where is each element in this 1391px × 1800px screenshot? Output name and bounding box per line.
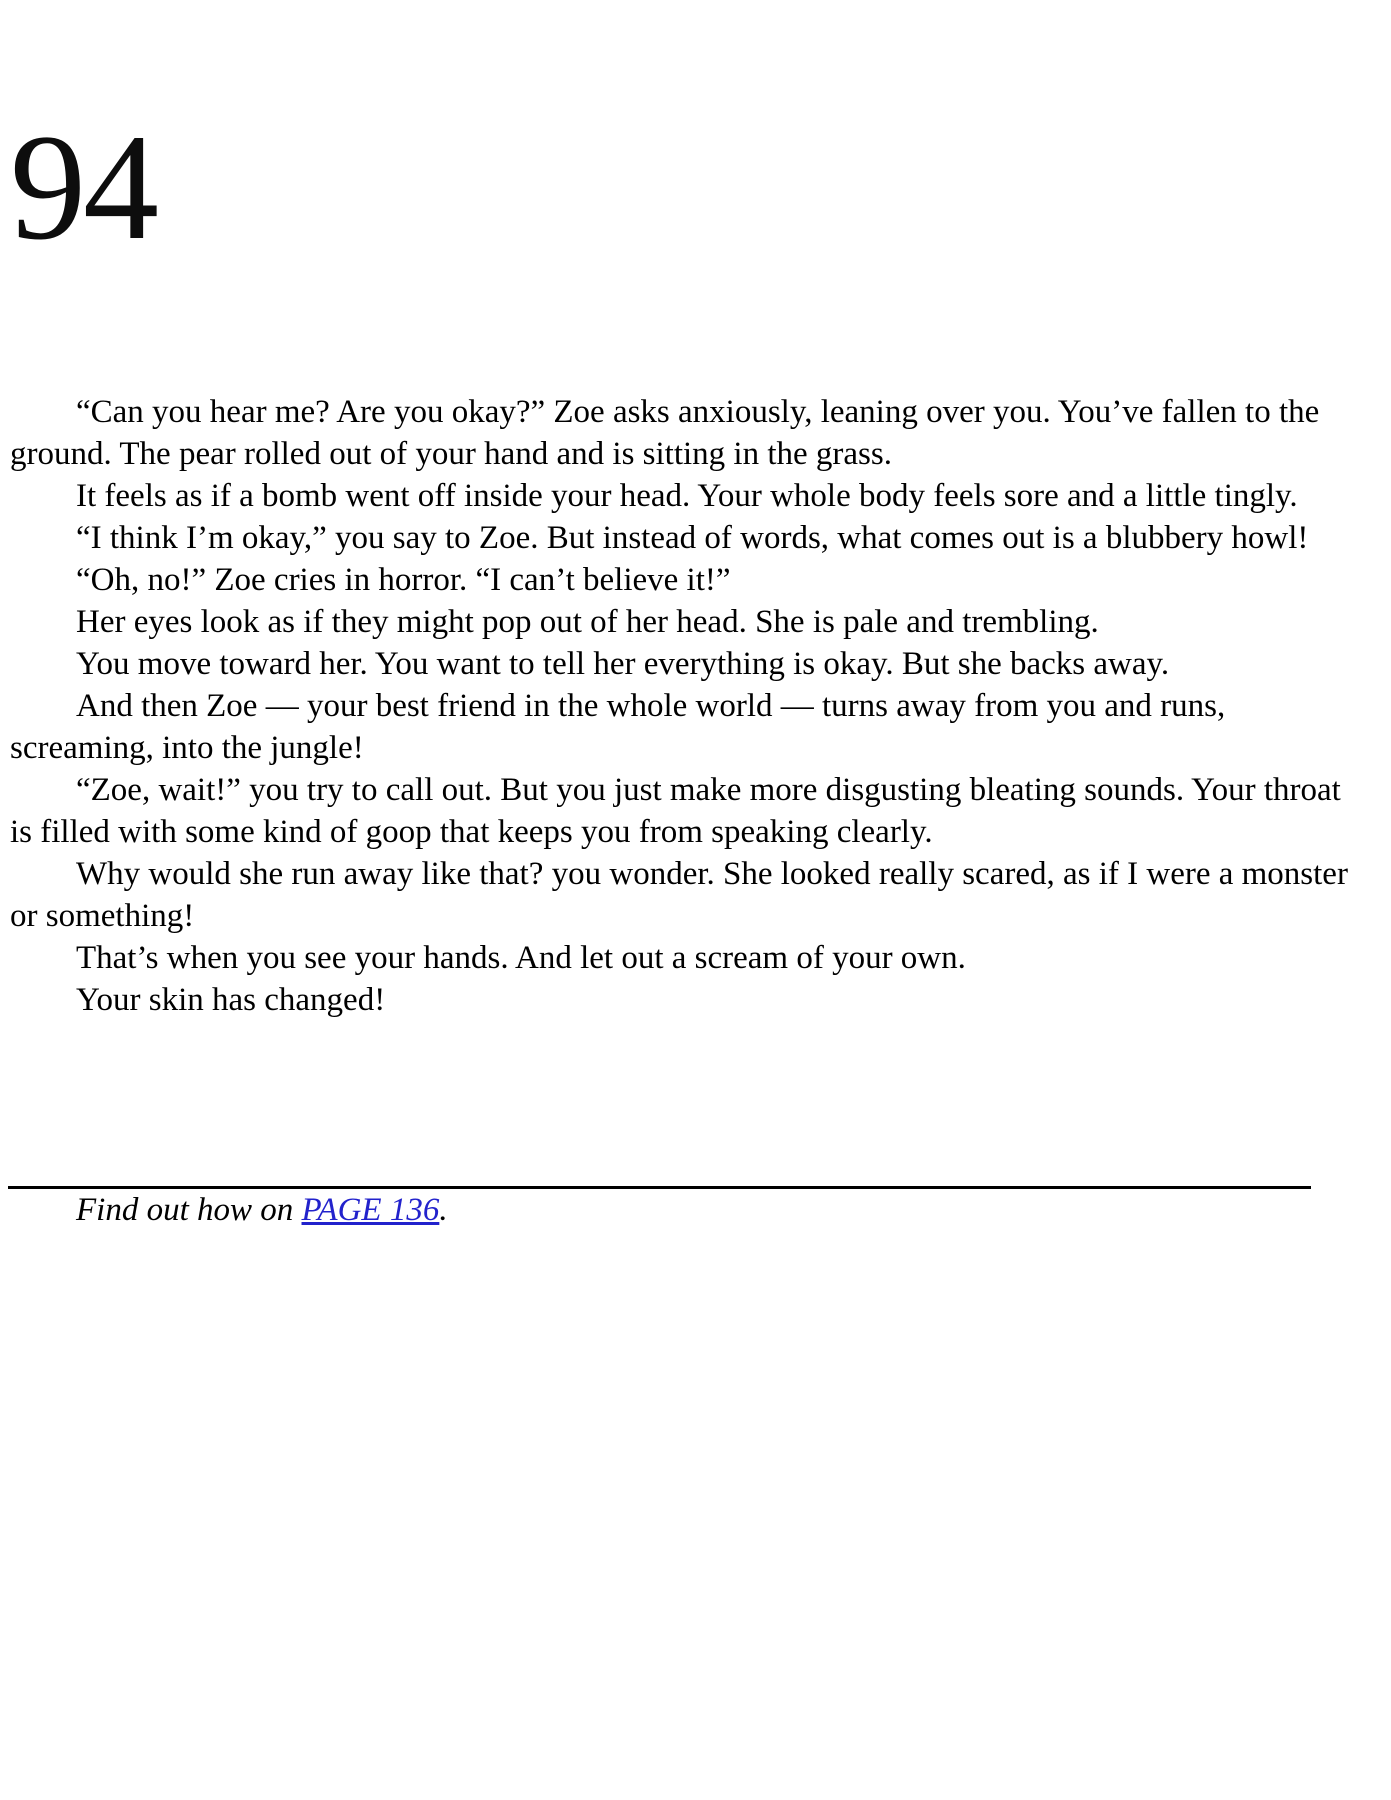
story-paragraph: Why would she run away like that? you wonder. She looked really scared, as if I were a monster or something! — [10, 856, 1348, 934]
story-paragraph: And then Zoe — your best friend in the whole world — turns away from you and runs, screaming, into the jungle! — [10, 688, 1226, 766]
footer-note — [10, 1189, 1361, 1231]
story-text — [10, 391, 1361, 1021]
story-paragraph: “Can you hear me? Are you okay?” Zoe asks anxiously, leaning over you. You’ve fallen to the ground. The pear rolled out of your hand and is sitting in the grass. — [10, 394, 1320, 472]
story-paragraph: Her eyes look as if they might pop out of her head. She is pale and trembling. — [76, 604, 1099, 640]
chapter-number: 94 — [10, 103, 156, 271]
story-paragraph: “Zoe, wait!” you try to call out. But you just make more disgusting bleating sounds. Your throat is filled with some kind of goop that keeps you from speaking clearly. — [10, 772, 1341, 850]
story-paragraph: “Oh, no!” Zoe cries in horror. “I can’t believe it!” — [76, 562, 731, 598]
footer-suffix: . — [439, 1192, 448, 1228]
page-link[interactable]: PAGE 136 — [301, 1192, 440, 1228]
footer-prefix: Find out how on — [76, 1192, 302, 1228]
story-paragraph: Your skin has changed! — [76, 982, 386, 1018]
story-paragraph: That’s when you see your hands. And let out a scream of your own. — [76, 940, 966, 976]
story-paragraph: “I think I’m okay,” you say to Zoe. But instead of words, what comes out is a blubbery howl! — [76, 520, 1309, 556]
story-paragraph: You move toward her. You want to tell her everything is okay. But she backs away. — [76, 646, 1170, 682]
story-paragraph: It feels as if a bomb went off inside your head. Your whole body feels sore and a little tingly. — [76, 478, 1298, 514]
